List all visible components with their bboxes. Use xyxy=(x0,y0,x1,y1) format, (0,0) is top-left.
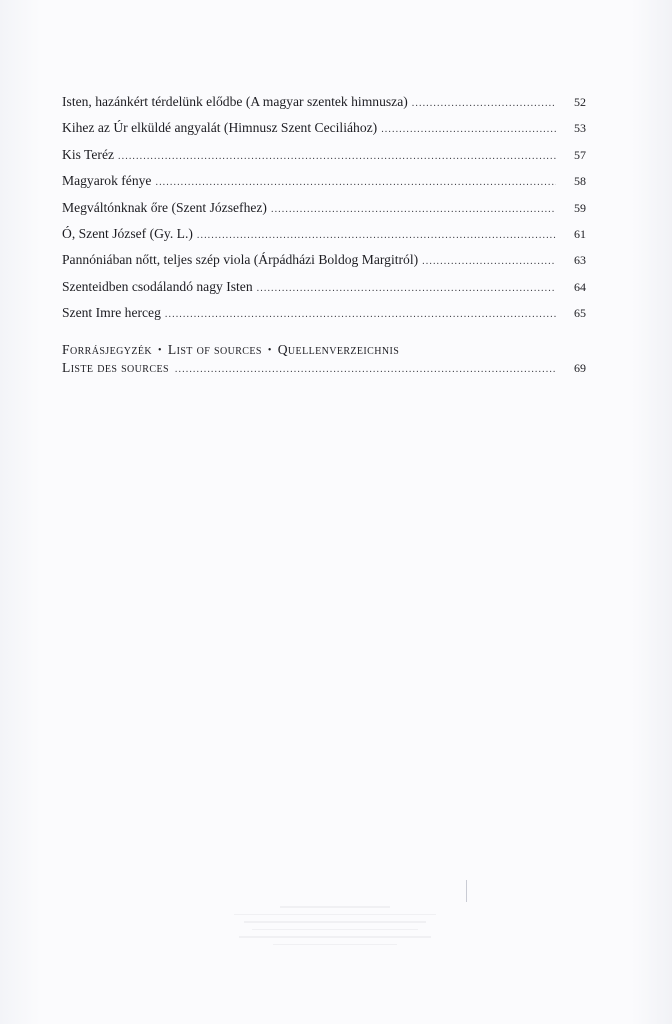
sources-entry xyxy=(62,342,586,378)
toc-entry xyxy=(62,303,586,329)
dot-leader xyxy=(381,120,556,140)
toc-entry-page: 52 xyxy=(574,95,586,109)
toc-entry xyxy=(62,92,586,118)
toc-entry-title: Ó, Szent József (Gy. L.) xyxy=(62,225,193,241)
dot-leader xyxy=(118,147,556,167)
toc-entry-page: 61 xyxy=(574,226,586,241)
toc-entry-title: Szent Imre herceg xyxy=(62,305,161,321)
toc-entry-page: 59 xyxy=(574,200,586,215)
sources-heading xyxy=(62,342,586,360)
toc-entry xyxy=(62,145,586,171)
toc-entry-page: 58 xyxy=(574,174,586,189)
dot-leader xyxy=(257,279,556,299)
show-through-text xyxy=(205,906,465,976)
bullet-separator: • xyxy=(158,344,162,356)
toc-entry xyxy=(62,224,586,250)
toc-entry-title: Kis Teréz xyxy=(62,146,115,162)
toc-entry xyxy=(62,250,586,276)
toc-entry xyxy=(62,171,586,197)
toc-entry-title: Pannóniában nőtt, teljes szép viola (Árpádházi Boldog Margitról) xyxy=(62,252,419,268)
sources-title-de: Quellenverzeichnis xyxy=(277,341,400,357)
sources-continuation xyxy=(62,360,586,378)
sources-title-hu: Forrásjegyzék xyxy=(62,341,152,357)
dot-leader xyxy=(165,305,556,325)
toc-entry-title: Kihez az Úr elküldé angyalát (Himnusz Szent Ceciliához) xyxy=(62,120,378,136)
toc-entry xyxy=(62,118,586,144)
dot-leader xyxy=(422,252,556,272)
toc-entry xyxy=(62,277,586,303)
toc-entry xyxy=(62,198,586,224)
toc-entry-title: Magyarok fénye xyxy=(62,173,152,189)
toc-entry-page: 64 xyxy=(574,279,586,294)
table-of-contents xyxy=(62,92,586,378)
dot-leader xyxy=(412,94,556,114)
dot-leader xyxy=(197,226,556,246)
toc-entry-title: Isten, hazánkért térdelünk elődbe (A magyar szentek himnusza) xyxy=(62,94,408,109)
sources-title-fr: Liste des sources xyxy=(62,359,169,375)
dot-leader xyxy=(271,200,556,220)
sources-title-en: List of sources xyxy=(167,341,262,357)
print-mark xyxy=(466,880,467,902)
sources-page: 69 xyxy=(574,360,586,375)
toc-entry-page: 53 xyxy=(574,121,586,136)
toc-entry-page: 65 xyxy=(574,306,586,321)
dot-leader xyxy=(175,362,556,378)
bullet-separator: • xyxy=(267,344,272,356)
toc-entry-title: Megváltónknak őre (Szent Józsefhez) xyxy=(62,199,267,215)
toc-entry-title: Szenteidben csodálandó nagy Isten xyxy=(62,278,253,294)
toc-entry-page: 57 xyxy=(574,147,586,162)
dot-leader xyxy=(155,173,556,193)
toc-entry-page: 63 xyxy=(574,253,586,268)
